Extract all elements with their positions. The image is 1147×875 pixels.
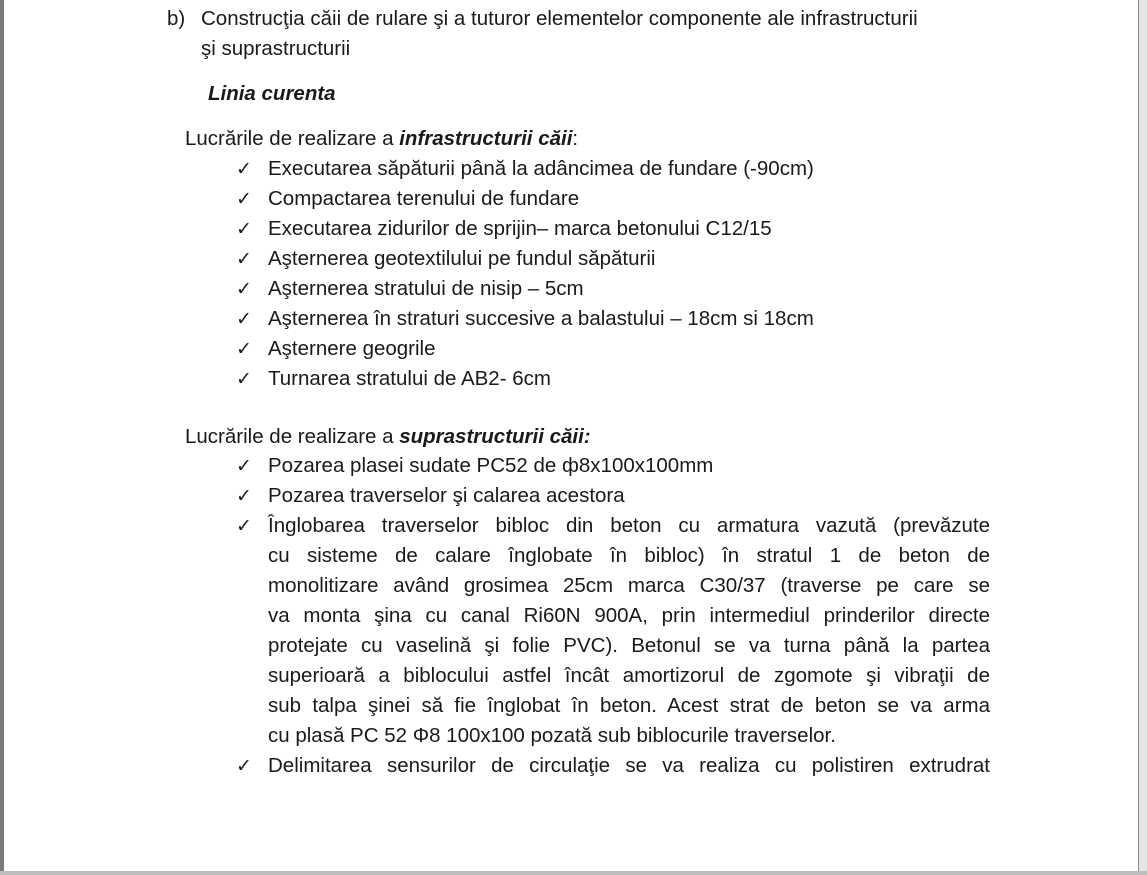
page-edge-left [0, 0, 4, 875]
list-item: Delimitarea sensurilor de circulaţie se va realiza cu polistiren extrudrat [268, 754, 990, 777]
checkmark-icon: ✓ [236, 338, 252, 360]
paragraph-line: protejate cu vaselină şi folie PVC). Betonul se va turna până la partea [268, 634, 990, 657]
list-item: Turnarea stratului de AB2- 6cm [268, 367, 551, 390]
viewer-background [1139, 0, 1147, 875]
list-item: Aşternerea stratului de nisip – 5cm [268, 277, 584, 300]
list-marker: b) [167, 7, 186, 30]
section1-intro: Lucrările de realizare a infrastructurii căii: [185, 127, 579, 150]
checkmark-icon: ✓ [236, 368, 252, 390]
checkmark-icon: ✓ [236, 485, 252, 507]
paragraph-line: va monta şina cu canal Ri60N 900A, prin intermediul prinderilor directe [268, 604, 990, 627]
list-item-long [268, 511, 990, 751]
paragraph-line: superioară a biblocului astfel încât amortizorul de zgomote şi vibraţii de [268, 664, 990, 687]
checkmark-icon: ✓ [236, 158, 252, 180]
list-item: Compactarea terenului de fundare [268, 187, 580, 210]
checkmark-icon: ✓ [236, 755, 252, 777]
list-item: Executarea zidurilor de sprijin– marca betonului C12/15 [268, 217, 772, 240]
list-item: Aşternerea în straturi succesive a balastului – 18cm si 18cm [268, 307, 814, 330]
list-item: Pozarea traverselor şi calarea acestora [268, 484, 625, 507]
list-item: Pozarea plasei sudate PC52 de ф8x100x100mm [268, 454, 714, 477]
paragraph-line: sub talpa şinei să fie înglobat în beton. Acest strat de beton se va arma [268, 694, 990, 717]
checkmark-icon: ✓ [236, 218, 252, 240]
checkmark-icon: ✓ [236, 248, 252, 270]
paragraph-line: cu plasă PC 52 Φ8 100x100 pozată sub biblocurile traverselor. [268, 724, 836, 747]
heading-line-2: şi suprastructurii [201, 37, 351, 60]
paragraph-line: Înglobarea traverselor bibloc din beton cu armatura vazută (prevăzute [268, 514, 990, 537]
page-edge-bottom [0, 871, 1147, 875]
list-item: Executarea săpăturii până la adâncimea de fundare (-90cm) [268, 157, 814, 180]
heading-line-1: Construcţia căii de rulare şi a tuturor elementelor componente ale infrastructurii [201, 7, 918, 30]
checkmark-icon: ✓ [236, 515, 252, 537]
list-item: Aşternere geogrile [268, 337, 436, 360]
checkmark-icon: ✓ [236, 308, 252, 330]
paragraph-line: cu sisteme de calare înglobate în bibloc) în stratul 1 de beton de [268, 544, 990, 567]
list-item: Aşternerea geotextilului pe fundul săpăturii [268, 247, 656, 270]
section2-intro: Lucrările de realizare a suprastructurii căii: [185, 425, 591, 448]
subheading: Linia curenta [208, 82, 336, 105]
checkmark-icon: ✓ [236, 455, 252, 477]
paragraph-line: monolitizare având grosimea 25cm marca C30/37 (traverse pe care se [268, 574, 990, 597]
checkmark-icon: ✓ [236, 188, 252, 210]
checkmark-icon: ✓ [236, 278, 252, 300]
